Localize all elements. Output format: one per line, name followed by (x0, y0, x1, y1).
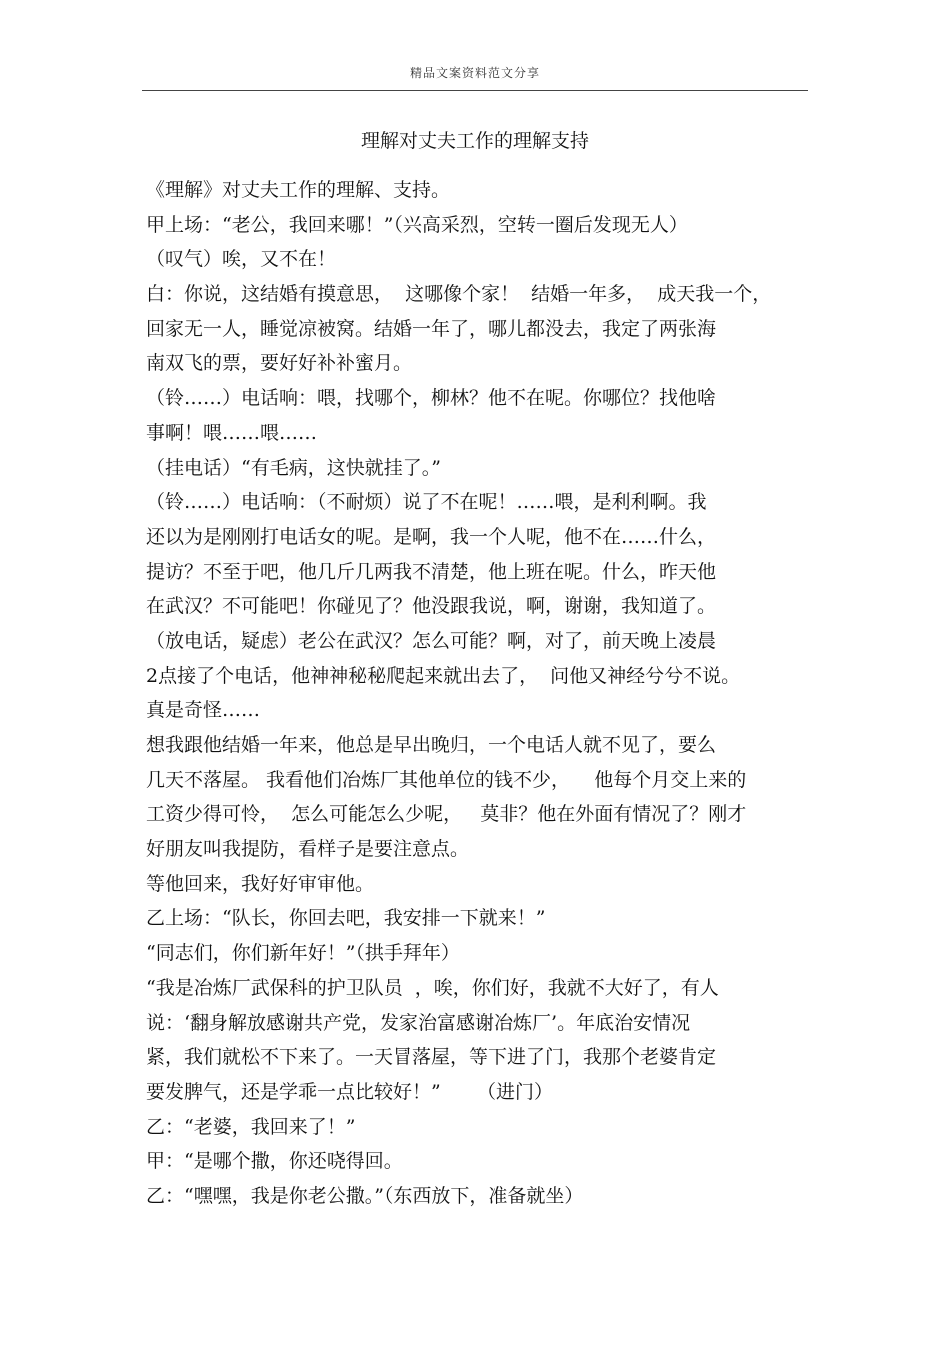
body-line: 回家无一人，睡觉凉被窝。结婚一年了，哪儿都没去，我定了两张海 (146, 317, 717, 340)
header-divider (142, 90, 808, 91)
body-line: 好朋友叫我提防，看样子是要注意点。 (146, 838, 470, 861)
body-line: 紧，我们就松不下来了。一天冒落屋，等下进了门，我那个老婆肯定 (146, 1046, 717, 1069)
body-line: 想我跟他结婚一年来，他总是早出晚归，一个电话人就不见了，要么 (146, 734, 717, 756)
body-line: 2点接了个电话，他神神秘秘爬起来就出去了， 问他又神经兮兮不说。 (146, 664, 741, 687)
body-line: 事啊！喂……喂…… (146, 421, 318, 444)
body-line: 几天不落屋。 我看他们冶炼厂其他单位的钱不少， 他每个月交上来的 (146, 768, 747, 791)
body-line: 要发脾气，还是学乖一点比较好！” （进门） (146, 1080, 553, 1103)
body-line: 等他回来，我好好审审他。 (146, 872, 375, 895)
body-line: 提访？不至于吧，他几斤几两我不清楚，他上班在呢。什么，昨天他 (146, 560, 717, 583)
body-line: 乙：“老婆，我回来了！” (146, 1115, 356, 1138)
document-title: 理解对丈夫工作的理解支持 (360, 130, 589, 152)
body-line: 白：你说，这结婚有摸意思， 这哪像个家！ 结婚一年多， 成天我一个， (146, 283, 772, 306)
body-line: 还以为是刚刚打电话女的呢。是啊，我一个人呢，他不在……什么， (146, 525, 717, 548)
body-line: 南双飞的票，要好好补补蜜月。 (146, 352, 413, 375)
body-line: 说：‘翻身解放感谢共产党，发家治富感谢冶炼厂’。年底治安情况 (146, 1011, 691, 1034)
body-line: （放电话，疑虑）老公在武汉？怎么可能？啊，对了，前天晚上凌晨 (146, 629, 717, 652)
body-line: 真是奇怪…… (146, 699, 261, 722)
page-header: 精品文案资料范文分享 (409, 66, 540, 80)
body-line: 《理解》对丈夫工作的理解、支持。 (146, 179, 451, 201)
document-body (146, 173, 810, 1214)
body-line: 甲：“是哪个撒，你还哓得回。 (146, 1150, 403, 1173)
body-line: “我是冶炼厂武保科的护卫队员 ，唉，你们好，我就不大好了，有人 (146, 976, 719, 999)
body-line: 工资少得可怜， 怎么可能怎么少呢， 莫非？他在外面有情况了？刚才 (146, 803, 747, 826)
body-line: 甲上场：“老公，我回来哪！”（兴高采烈，空转一圈后发现无人） (146, 213, 688, 236)
body-line: 在武汉？不可能吧！你碰见了？他没跟我说，啊，谢谢，我知道了。 (146, 595, 717, 618)
body-line: （叹气）唉，又不在！ (146, 248, 337, 271)
body-line: 乙：“嘿嘿，我是你老公撒。”（东西放下，准备就坐） (146, 1184, 584, 1207)
body-line: 乙上场：“队长，你回去吧，我安排一下就来！” (146, 907, 546, 930)
body-line: “同志们，你们新年好！”（拱手拜年） (146, 942, 460, 965)
body-line: （铃……）电话响：（不耐烦）说了不在呢！……喂，是利利啊。我 (146, 491, 707, 514)
body-line: （铃……）电话响：喂，找哪个，柳林？他不在呢。你哪位？找他啥 (146, 387, 717, 410)
body-line: （挂电话）“有毛病，这快就挂了。” (146, 456, 441, 479)
